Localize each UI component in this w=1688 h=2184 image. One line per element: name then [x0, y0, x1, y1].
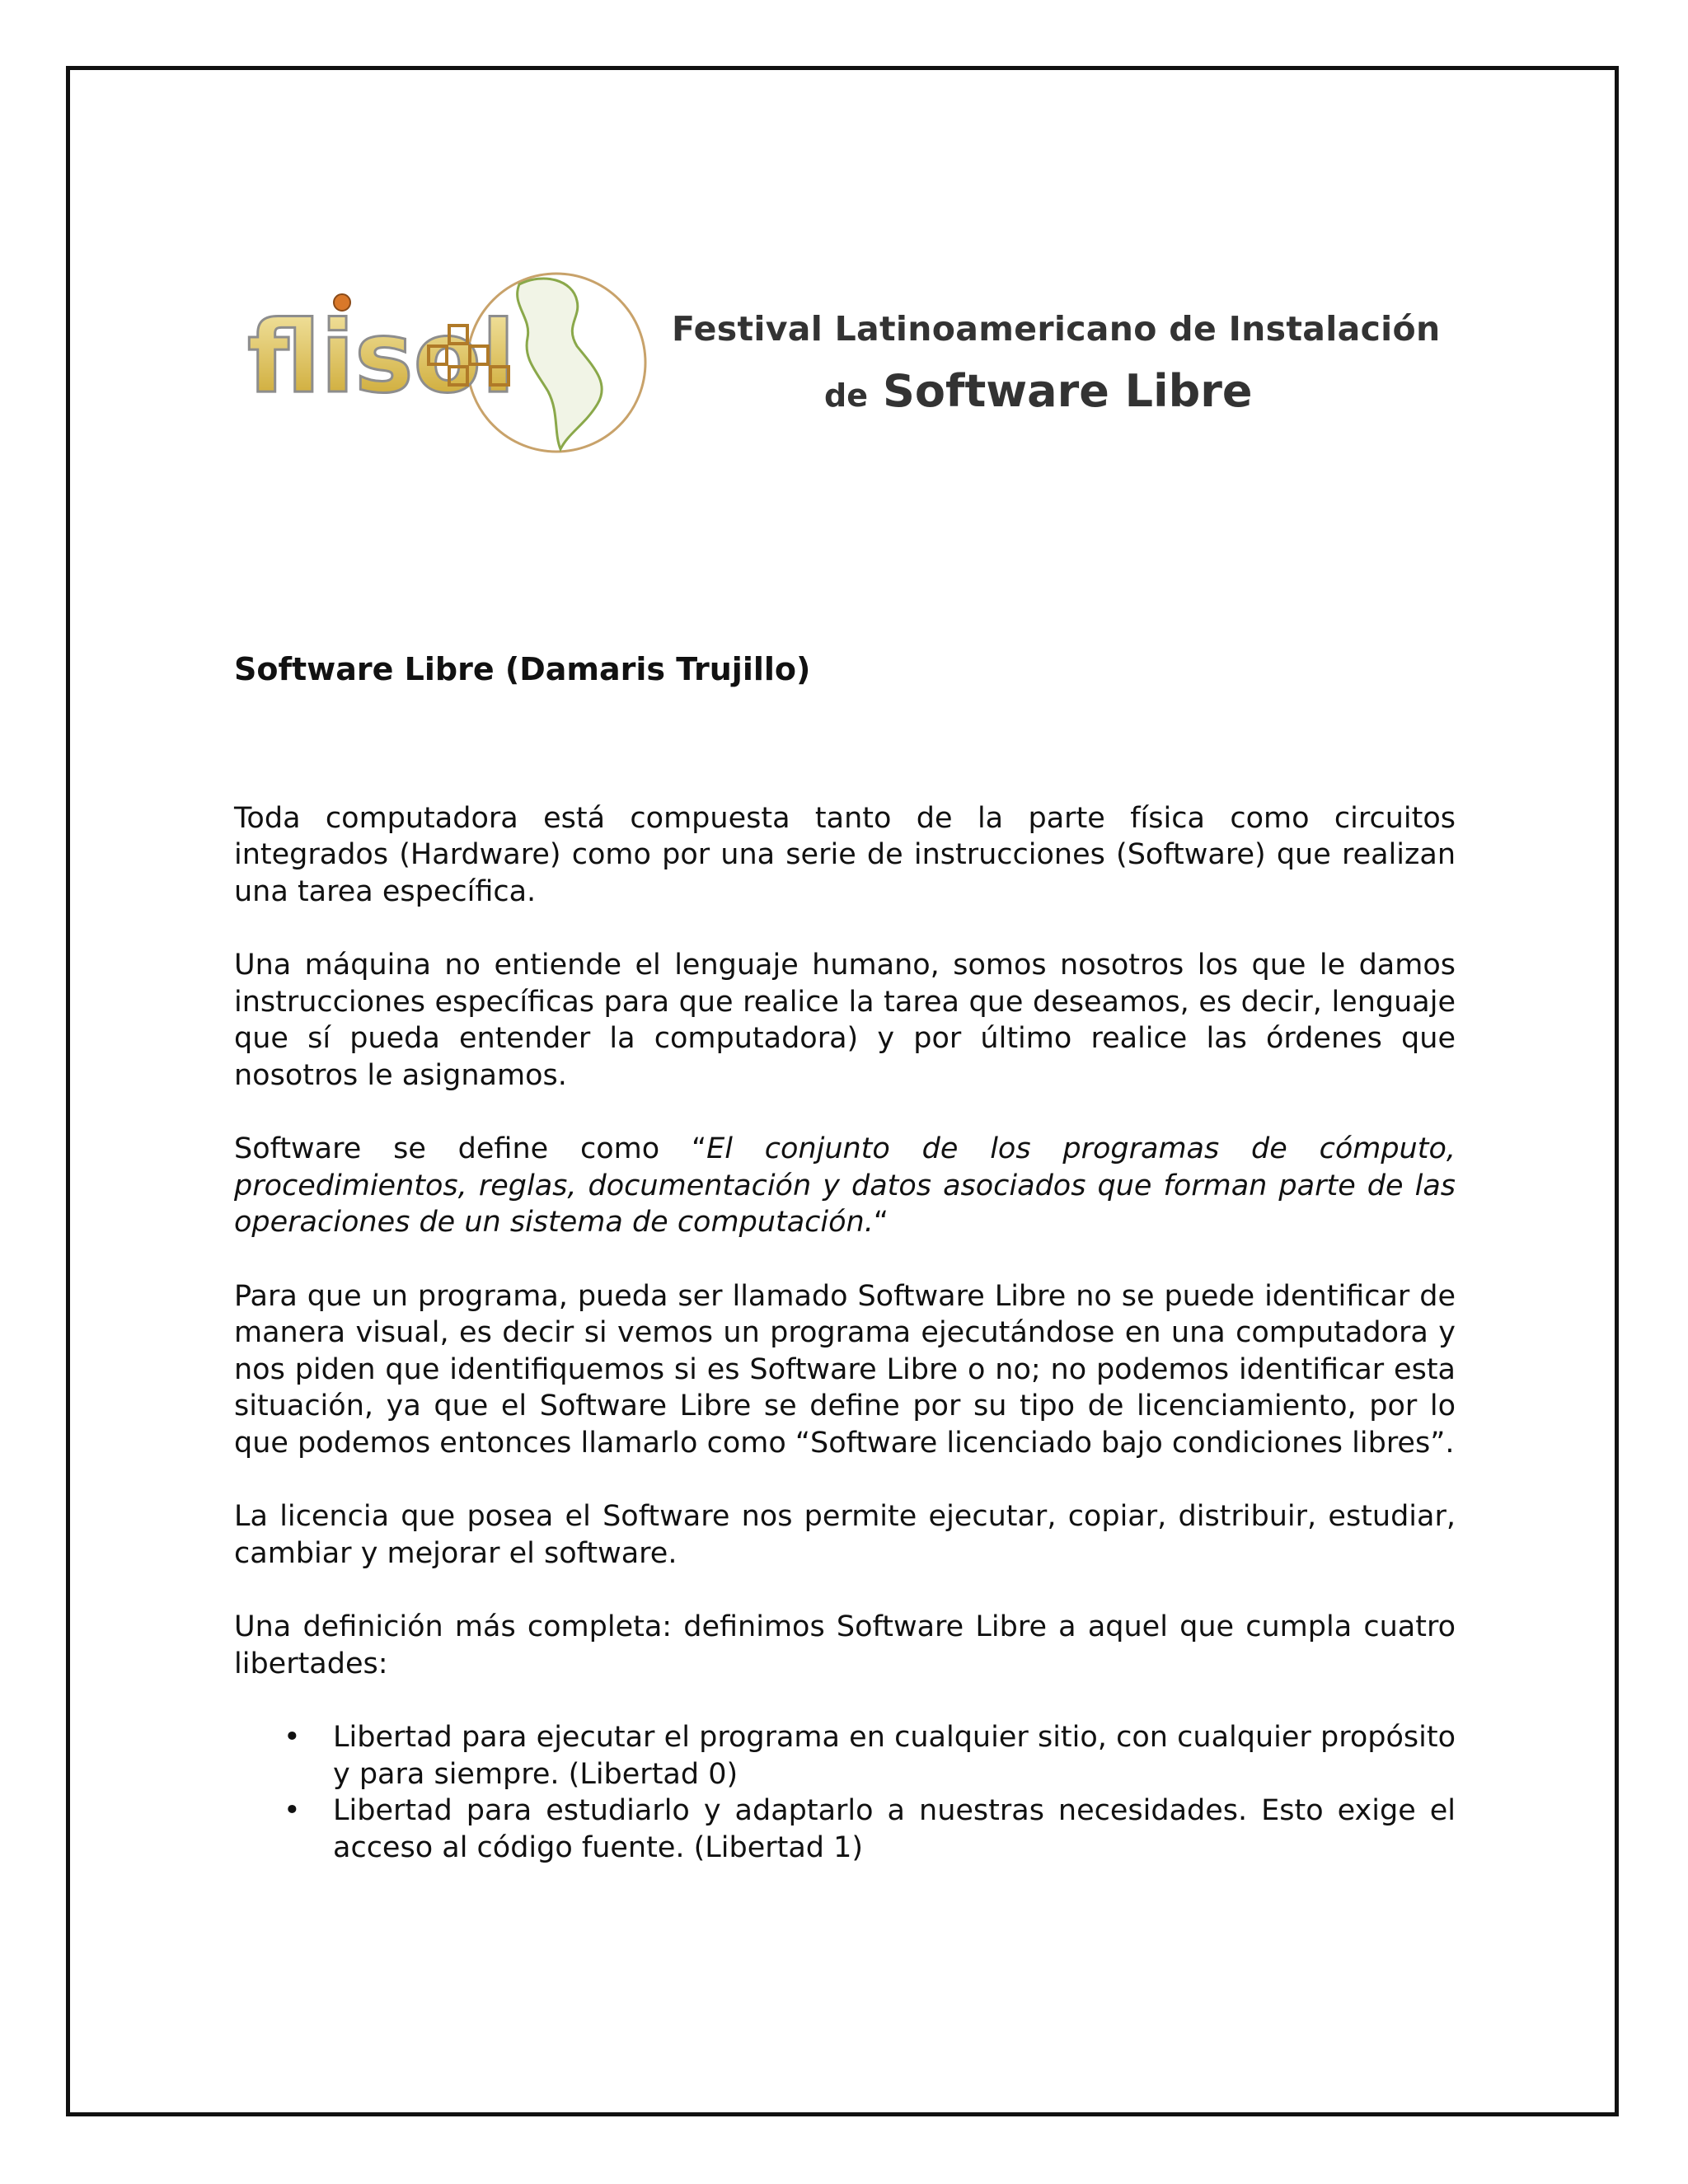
festival-subtitle-de: de: [824, 377, 868, 414]
liberty-0-text: Libertad para ejecutar el programa en cualquier sitio, con cualquier propósito y para siempre. (Libertad 0): [333, 1721, 1456, 1791]
paragraph-1: Toda computadora está compuesta tanto de la parte física como circuitos integrados (Hardware) como por una serie de instrucciones (Software) que realizan una tarea específica.: [234, 801, 1456, 908]
paragraph-5: La licencia que posea el Software nos permite ejecutar, copiar, distribuir, estudiar, cambiar y mejorar el software.: [234, 1500, 1456, 1570]
bullet-icon: •: [284, 1794, 301, 1828]
festival-title: Festival Latinoamericano de Instalación: [672, 309, 1441, 349]
festival-subtitle: [824, 365, 1253, 417]
liberty-1-text: Libertad para estudiarlo y adaptarlo a nuestras necesidades. Esto exige el acceso al código fuente. (Libertad 1): [333, 1794, 1456, 1864]
paragraph-3-definition: El conjunto de los programas de cómputo, procedimientos, reglas, documentación y datos asociados que forman parte de las operaciones de un sistema de computación.: [234, 1132, 1456, 1240]
paragraph-3: [234, 1131, 1456, 1241]
festival-subtitle-software-libre: Software Libre: [882, 365, 1253, 417]
flisol-logo: [247, 268, 651, 457]
logo-text: flisol: [247, 301, 516, 415]
bullet-icon: •: [284, 1721, 301, 1755]
paragraph-6: Una definición más completa: definimos Software Libre a aquel que cumpla cuatro libertades:: [234, 1610, 1456, 1680]
document-body: [234, 651, 1456, 1866]
liberties-list: [234, 1719, 1456, 1866]
document-title: Software Libre (Damaris Trujillo): [234, 651, 811, 687]
paragraph-3-lead: Software se define como “: [234, 1132, 707, 1166]
header-banner: [247, 268, 1467, 466]
list-item: [284, 1793, 1456, 1866]
paragraph-3-tail: “: [873, 1206, 889, 1240]
paragraph-4: Para que un programa, pueda ser llamado Software Libre no se puede identificar de manera visual, es decir si vemos un programa ejecutándose en una computadora y nos piden que identifiquemos si es Software Libre o no; no podemos identificar esta situación, ya que el Software Libre se define por su tipo de licenciamiento, por lo que podemos entonces llamarlo como “Software licenciado bajo condiciones libres”.: [234, 1279, 1456, 1460]
list-item: [284, 1719, 1456, 1793]
paragraph-2: Una máquina no entiende el lenguaje humano, somos nosotros los que le damos instrucciones específicas para que realice la tarea que deseamos, es decir, lenguaje que sí pueda entender la computadora) y por último realice las órdenes que nosotros le asignamos.: [234, 949, 1456, 1092]
